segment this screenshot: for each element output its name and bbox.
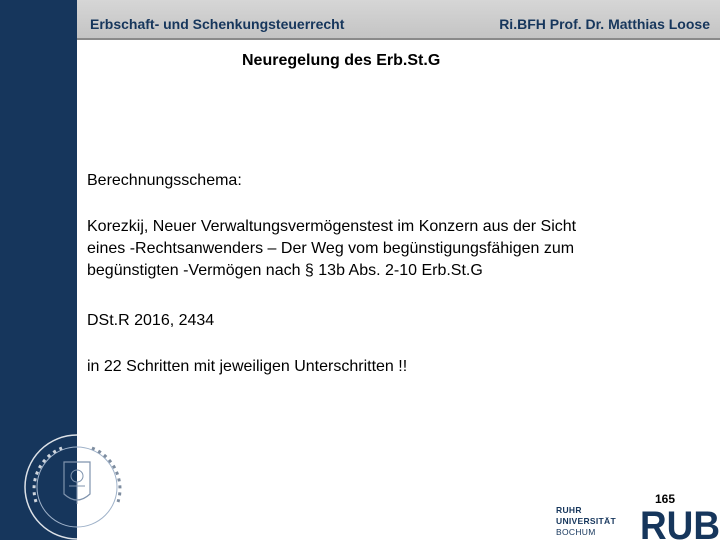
rub-logo (640, 503, 720, 540)
slide-title: Neuregelung des Erb.St.G (242, 52, 441, 69)
paragraph-line: eines -Rechtsanwenders – Der Weg vom begünstigungsfähigen zum (87, 240, 575, 257)
university-seal-icon (22, 432, 132, 540)
university-name-line: BOCHUM (556, 527, 596, 537)
note-text: in 22 Schritten mit jeweiligen Unterschritten !! (87, 358, 408, 375)
paragraph-line: begünstigten -Vermögen nach § 13b Abs. 2-10 Erb.St.G (87, 262, 483, 279)
reference-text: DSt.R 2016, 2434 (87, 312, 215, 329)
page-number: 165 (655, 492, 676, 506)
university-name-line: RUHR (556, 505, 582, 515)
header-right-title: Ri.BFH Prof. Dr. Matthias Loose (499, 16, 710, 32)
university-name (556, 505, 616, 538)
university-name-line: UNIVERSITÄT (556, 516, 616, 526)
paragraph-line: Korezkij, Neuer Verwaltungsvermögenstest im Konzern aus der Sicht (87, 218, 577, 235)
rub-logo-letters: RUB (640, 504, 720, 540)
section-heading: Berechnungsschema: (87, 172, 242, 189)
header-left-title: Erbschaft- und Schenkungsteuerrecht (90, 16, 345, 32)
